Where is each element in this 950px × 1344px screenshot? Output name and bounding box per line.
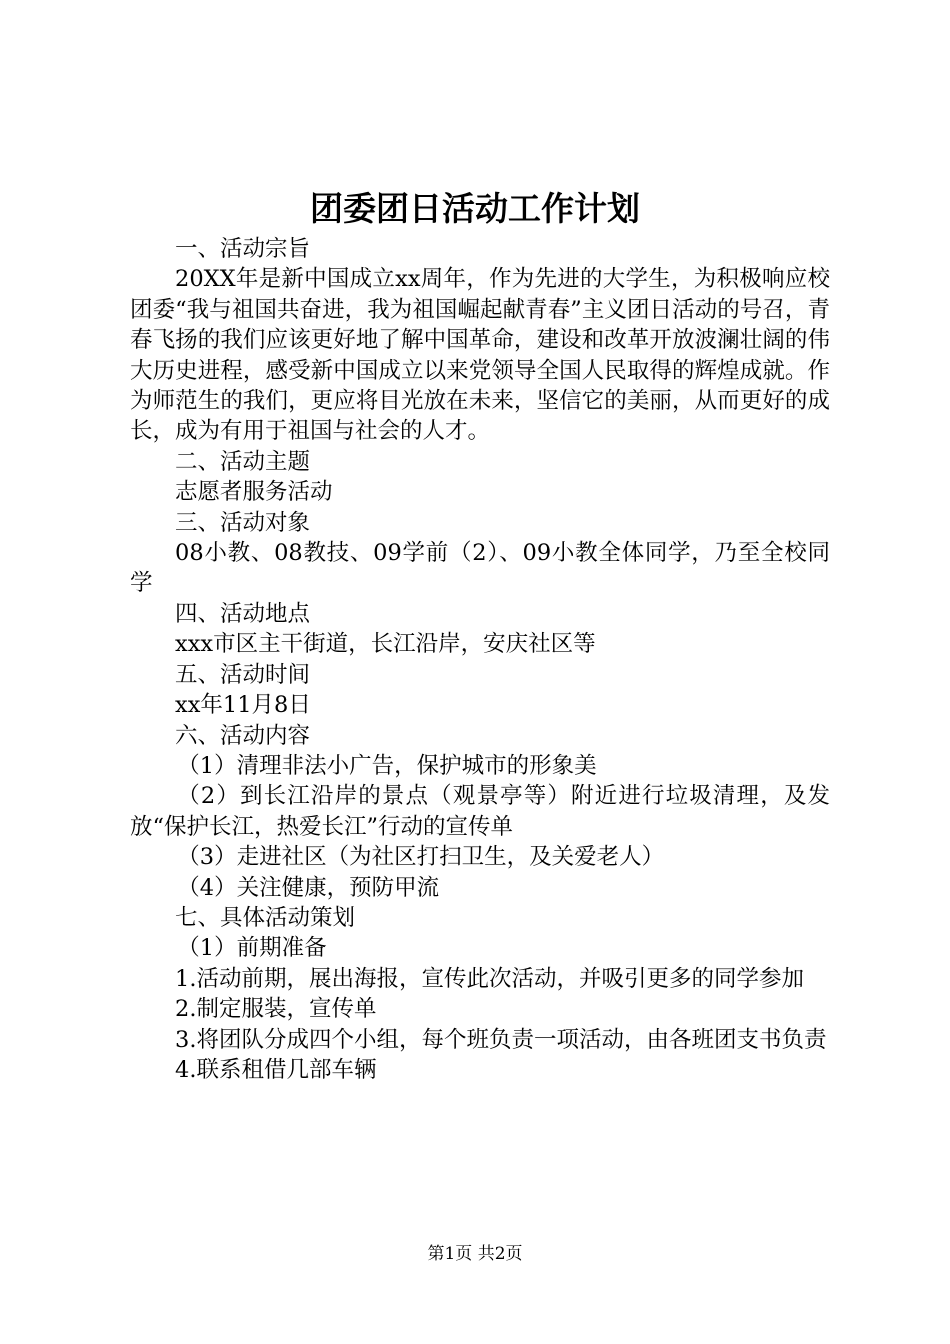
plan-step-4: 4.联系租借几部车辆 xyxy=(175,1056,377,1083)
content-item-2: （2）到长江沿岸的景点（观景亭等）附近进行垃圾清理，及发放“保护长江，热爱长江”行动的宣传单 xyxy=(130,783,830,840)
section-heading-time: 五、活动时间 xyxy=(175,661,311,688)
content-item-3: （3）走进社区（为社区打扫卫生，及关爱老人） xyxy=(177,844,665,871)
page-footer: 第1页 共2页 xyxy=(427,1244,523,1264)
paragraph-location: xxx市区主干街道，长江沿岸，安庆社区等 xyxy=(175,631,596,658)
section-heading-plan: 七、具体活动策划 xyxy=(175,904,356,931)
paragraph-theme: 志愿者服务活动 xyxy=(175,479,333,506)
paragraph-purpose: 20XX年是新中国成立xx周年，作为先进的大学生，为积极响应校团委“我与祖国共奋进，我为祖国崛起献青春”主义团日活动的号召，青春飞扬的我们应该更好地了解中国革命，建设和改革开放波澜壮阔的伟大历史进程，感受新中国成立以来党领导全国人民取得的辉煌成就。作为师范生的我们，更应将目光放在未来，坚信它的美丽，从而更好的成长，成为有用于祖国与社会的人才。 xyxy=(130,266,830,445)
section-heading-purpose: 一、活动宗旨 xyxy=(175,236,311,262)
section-heading-location: 四、活动地点 xyxy=(175,600,311,627)
paragraph-time: xx年11月8日 xyxy=(175,692,311,719)
content-item-4: （4）关注健康，预防甲流 xyxy=(177,874,440,901)
document-title: 团委团日活动工作计划 xyxy=(310,189,640,228)
section-heading-audience: 三、活动对象 xyxy=(175,509,311,536)
document-body xyxy=(130,234,830,1085)
plan-step-3: 3.将团队分成四个小组，每个班负责一项活动，由各班团支书负责 xyxy=(175,1026,827,1053)
content-item-1: （1）清理非法小广告，保护城市的形象美 xyxy=(177,752,597,779)
plan-subheading-preparation: （1）前期准备 xyxy=(177,935,327,962)
section-heading-content: 六、活动内容 xyxy=(175,722,311,749)
plan-step-2: 2.制定服装，宣传单 xyxy=(175,996,377,1023)
section-heading-theme: 二、活动主题 xyxy=(175,448,311,475)
paragraph-audience: 08小教、08教技、09学前（2）、09小教全体同学，乃至全校同学 xyxy=(130,540,830,597)
plan-step-1: 1.活动前期，展出海报，宣传此次活动，并吸引更多的同学参加 xyxy=(175,965,804,992)
